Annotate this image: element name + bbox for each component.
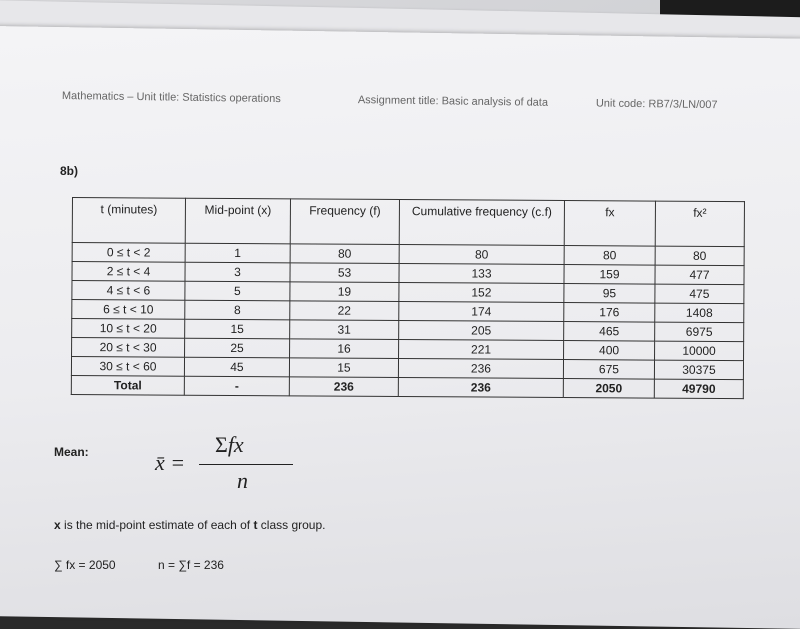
cell-t: 4 ≤ t < 6 bbox=[72, 281, 185, 301]
midpoint-note bbox=[54, 518, 326, 532]
cell-x: 1 bbox=[185, 243, 290, 263]
cell-fx2: 6975 bbox=[655, 322, 744, 342]
cell-fx: 465 bbox=[564, 322, 655, 342]
numerator-variable: fx bbox=[227, 432, 244, 457]
unit-code: Unit code: RB7/3/LN/007 bbox=[595, 97, 718, 112]
cell-fx: 400 bbox=[564, 341, 655, 361]
col-header-t: t (minutes) bbox=[72, 198, 185, 244]
formula-denominator: n bbox=[237, 468, 248, 493]
cell-t: 20 ≤ t < 30 bbox=[72, 338, 185, 358]
cell-fx: 176 bbox=[564, 303, 655, 323]
cell-fx2: 475 bbox=[655, 284, 744, 304]
cell-fx2: 80 bbox=[655, 246, 744, 266]
table-header-row bbox=[72, 198, 744, 247]
cell-x: 5 bbox=[185, 281, 290, 301]
sigma-symbol: Σ bbox=[215, 432, 228, 457]
cell-f: 53 bbox=[290, 263, 399, 283]
table-total-row bbox=[71, 375, 743, 398]
cell-cf: 80 bbox=[399, 244, 564, 264]
total-fx2: 49790 bbox=[654, 379, 743, 399]
cell-f: 16 bbox=[290, 339, 399, 359]
cell-f: 31 bbox=[290, 320, 399, 340]
cell-f: 19 bbox=[290, 282, 399, 302]
sum-fx: ∑ fx = 2050 bbox=[54, 558, 116, 572]
total-label: Total bbox=[71, 375, 184, 395]
cell-x: 45 bbox=[184, 357, 289, 377]
sums-line bbox=[54, 558, 224, 572]
cell-f: 80 bbox=[290, 244, 399, 264]
cell-x: 25 bbox=[185, 338, 290, 358]
note-x: x bbox=[54, 518, 61, 532]
cell-fx2: 1408 bbox=[655, 303, 744, 323]
col-header-cumulative: Cumulative frequency (c.f) bbox=[399, 200, 564, 246]
note-t: t bbox=[253, 518, 258, 532]
mean-formula bbox=[155, 430, 305, 492]
total-x: - bbox=[184, 376, 289, 396]
cell-fx: 80 bbox=[564, 246, 655, 266]
cell-fx2: 30375 bbox=[654, 360, 743, 380]
cell-cf: 236 bbox=[398, 358, 563, 378]
cell-fx: 159 bbox=[564, 265, 655, 285]
total-cf: 236 bbox=[398, 377, 563, 397]
cell-t: 2 ≤ t < 4 bbox=[72, 262, 185, 282]
cell-cf: 152 bbox=[399, 282, 564, 302]
col-header-frequency: Frequency (f) bbox=[290, 199, 399, 245]
cell-fx2: 477 bbox=[655, 265, 744, 285]
cell-fx: 675 bbox=[563, 360, 654, 380]
note-middle: is the mid-point estimate of each of bbox=[60, 518, 254, 532]
section-label: 8b) bbox=[60, 164, 78, 178]
cell-cf: 205 bbox=[399, 320, 564, 340]
col-header-midpoint: Mid-point (x) bbox=[185, 198, 290, 244]
cell-x: 8 bbox=[185, 300, 290, 320]
cell-fx: 95 bbox=[564, 284, 655, 304]
total-fx: 2050 bbox=[563, 379, 654, 399]
unit-title: Mathematics – Unit title: Statistics operations bbox=[61, 90, 281, 106]
cell-cf: 133 bbox=[399, 263, 564, 283]
cell-cf: 221 bbox=[399, 339, 564, 359]
formula-lhs: x̄ = bbox=[155, 450, 186, 475]
cell-cf: 174 bbox=[399, 301, 564, 321]
cell-x: 15 bbox=[185, 319, 290, 339]
cell-f: 22 bbox=[290, 301, 399, 321]
col-header-fx2: fx² bbox=[655, 201, 744, 247]
n-equals: n = ∑f = 236 bbox=[158, 558, 224, 572]
cell-t: 6 ≤ t < 10 bbox=[72, 300, 185, 320]
total-f: 236 bbox=[289, 377, 398, 397]
assignment-title: Assignment title: Basic analysis of data bbox=[357, 94, 549, 109]
mean-label: Mean: bbox=[54, 445, 89, 459]
formula-numerator bbox=[215, 432, 244, 458]
frequency-table bbox=[71, 197, 745, 399]
cell-f: 15 bbox=[289, 358, 398, 378]
table-body bbox=[71, 243, 744, 399]
col-header-fx: fx bbox=[564, 201, 655, 247]
cell-t: 10 ≤ t < 20 bbox=[72, 319, 185, 339]
note-end: class group. bbox=[257, 518, 326, 532]
cell-t: 30 ≤ t < 60 bbox=[71, 357, 184, 377]
cell-fx2: 10000 bbox=[655, 341, 744, 361]
cell-x: 3 bbox=[185, 262, 290, 282]
fraction-line bbox=[199, 464, 293, 465]
cell-t: 0 ≤ t < 2 bbox=[72, 243, 185, 263]
